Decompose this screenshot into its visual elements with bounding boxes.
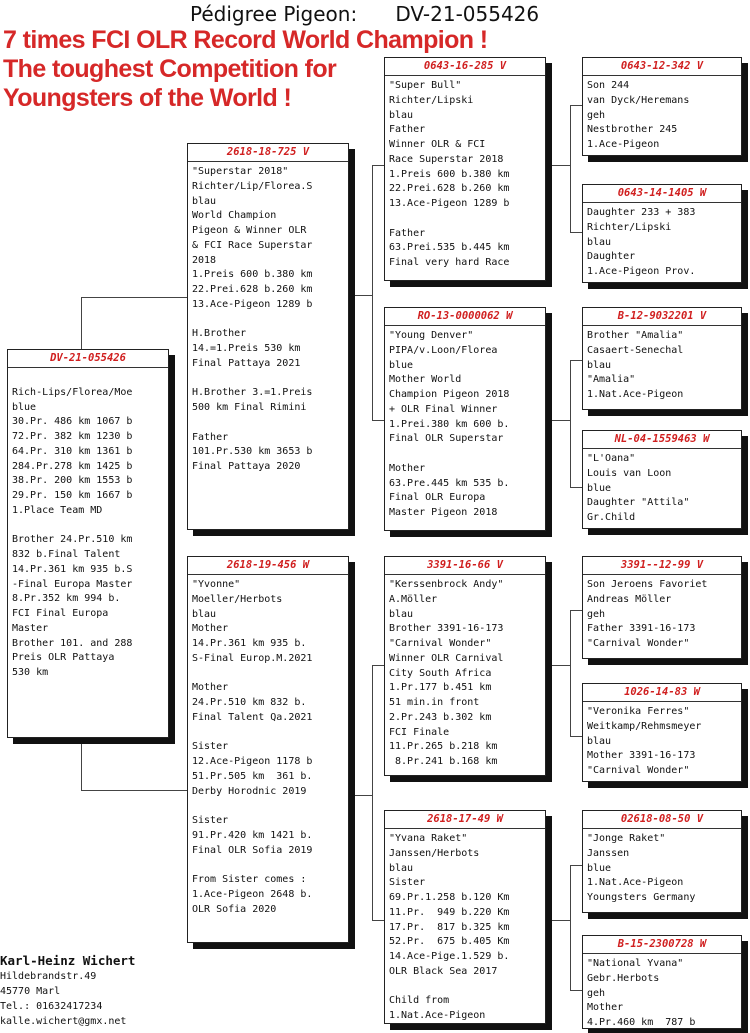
detail-line: "Jonge Raket" xyxy=(587,833,666,844)
connector-line xyxy=(546,665,570,666)
fm-father-card xyxy=(582,307,742,410)
connector-line xyxy=(570,487,582,488)
connector-line xyxy=(348,295,372,296)
detail-line: Sister xyxy=(192,815,229,826)
detail-line: geh xyxy=(587,987,606,999)
detail-line: "Carnival Wonder" xyxy=(587,638,690,649)
detail-line: 11.Pr.265 b.218 km xyxy=(389,741,498,753)
connector-line xyxy=(372,665,384,666)
connector-line xyxy=(372,165,373,420)
detail-line: Father xyxy=(192,431,229,443)
owner-street: Hildebrandstr.49 xyxy=(0,971,97,982)
detail-line: Gebr.Herbots xyxy=(587,972,660,984)
detail-line: 72.Pr. 382 km 1230 b xyxy=(12,431,133,442)
paternal-grandmother-ring-number: RO-13-0000062 W xyxy=(385,308,545,326)
detail-line: Father xyxy=(389,124,426,136)
detail-line: Final Talent Qa.2021 xyxy=(192,711,313,723)
detail-line: Master Pigeon 2018 xyxy=(389,507,498,518)
mm-mother-details xyxy=(583,954,741,1031)
ff-father-details xyxy=(583,76,741,153)
detail-line: 64.Pr. 310 km 1361 b xyxy=(12,445,133,457)
maternal-grandmother-details xyxy=(385,829,545,1024)
detail-line: FCI Finale xyxy=(389,726,450,738)
detail-line: "Yvana Raket" xyxy=(389,833,468,844)
mother-card xyxy=(187,556,349,943)
detail-line: geh xyxy=(587,109,606,121)
subject-card xyxy=(7,349,169,738)
detail-line: 63.Pre.445 km 535 b. xyxy=(389,477,510,489)
detail-line: 8.Pr.352 km 994 b. xyxy=(12,593,121,605)
maternal-grandmother-card xyxy=(384,810,546,1024)
connector-line xyxy=(81,738,82,790)
detail-line: Father 3391-16-173 xyxy=(587,623,696,635)
detail-line: "Carnival Wonder" xyxy=(587,765,690,776)
detail-line: Final Pattaya 2020 xyxy=(192,461,301,472)
connector-line xyxy=(348,795,372,796)
detail-line: "Amalia" xyxy=(587,374,636,386)
detail-line: 22.Prei.628 b.260 km xyxy=(192,284,313,295)
detail-line: Janssen/Herbots xyxy=(389,847,480,859)
ff-mother-card xyxy=(582,184,742,283)
slogan-line-3: Youngsters of the World ! xyxy=(3,84,292,112)
pedigree-title xyxy=(190,2,539,26)
detail-line: City South Africa xyxy=(389,667,492,679)
detail-line: 38.Pr. 200 km 1553 b xyxy=(12,475,133,487)
detail-line: blue xyxy=(389,359,414,371)
detail-line: Sister xyxy=(192,741,229,753)
detail-line xyxy=(12,519,165,534)
detail-line: + OLR Final Winner xyxy=(389,403,498,415)
detail-line: 24.Pr.510 km 832 b. xyxy=(192,697,307,708)
detail-line: Winner OLR Carnival xyxy=(389,652,504,664)
detail-line: Nestbrother 245 xyxy=(587,124,678,136)
paternal-grandfather-ring-number: 0643-16-285 V xyxy=(385,58,545,76)
mm-father-card xyxy=(582,810,742,913)
detail-line: Daughter xyxy=(587,251,636,263)
detail-line: 1.Nat.Ace-Pigeon xyxy=(389,1010,486,1021)
connector-line xyxy=(372,665,373,920)
detail-line: 29.Pr. 150 km 1667 b xyxy=(12,490,133,501)
detail-line: 2.Pr.243 b.302 km xyxy=(389,711,492,723)
connector-line xyxy=(546,920,570,921)
detail-line: blue xyxy=(12,401,37,413)
detail-line: Mother xyxy=(192,623,229,635)
detail-line: FCI Final Europa xyxy=(12,608,109,619)
detail-line: 1.Pr.177 b.451 km xyxy=(389,682,492,694)
detail-line: 14.Ace-Pige.1.529 b. xyxy=(389,951,510,962)
detail-line: Pigeon & Winner OLR xyxy=(192,225,307,236)
mf-mother-card xyxy=(582,683,742,782)
detail-line: Son Jeroens Favoriet xyxy=(587,579,708,590)
detail-line: Final OLR Superstar xyxy=(389,433,504,445)
connector-line xyxy=(372,920,384,921)
detail-line: Richter/Lipski xyxy=(587,221,672,233)
detail-line: "Veronika Ferres" xyxy=(587,706,690,717)
maternal-grandfather-details xyxy=(385,575,545,770)
detail-line: Mother 3391-16-173 xyxy=(587,750,696,762)
detail-line: 14.Pr.361 km 935 b.S xyxy=(12,563,133,575)
detail-line: blau xyxy=(389,862,414,874)
paternal-grandfather-details xyxy=(385,76,545,271)
maternal-grandmother-ring-number: 2618-17-49 W xyxy=(385,811,545,829)
mother-details xyxy=(188,575,348,917)
maternal-grandfather-ring-number: 3391-16-66 V xyxy=(385,557,545,575)
connector-line xyxy=(570,360,571,487)
detail-line: "National Yvana" xyxy=(587,958,684,969)
subject-details xyxy=(8,368,168,681)
fm-father-ring-number: B-12-9032201 V xyxy=(583,308,741,326)
owner-contact xyxy=(0,952,135,1029)
detail-line: "Kerssenbrock Andy" xyxy=(389,579,504,590)
detail-line: 1.Nat.Ace-Pigeon xyxy=(587,877,684,889)
detail-line: 11.Pr. 949 b.220 Km xyxy=(389,906,510,918)
detail-line: 1.Preis 600 b.380 km xyxy=(389,168,510,180)
mf-father-card xyxy=(582,556,742,659)
detail-line: Mother xyxy=(192,682,229,694)
detail-line: 69.Pr.1.258 b.120 Km xyxy=(389,892,510,903)
ff-mother-details xyxy=(583,203,741,280)
detail-line: Mother xyxy=(389,462,426,474)
detail-line: Brother 3391-16-173 xyxy=(389,623,504,635)
owner-phone: Tel.: 01632417234 xyxy=(0,1001,103,1012)
detail-line: H.Brother 3.=1.Preis xyxy=(192,387,313,399)
detail-line: Mother xyxy=(587,1002,624,1014)
connector-line xyxy=(546,165,570,166)
detail-line: Final Pattaya 2021 xyxy=(192,357,301,369)
detail-line: geh xyxy=(587,608,606,620)
detail-line: S-Final Europ.M.2021 xyxy=(192,652,313,664)
detail-line xyxy=(192,416,345,431)
detail-line: 51.Pr.505 km 361 b. xyxy=(192,770,313,782)
paternal-grandfather-card xyxy=(384,57,546,281)
detail-line: Moeller/Herbots xyxy=(192,593,283,605)
detail-line: Champion Pigeon 2018 xyxy=(389,389,510,400)
detail-line: OLR Sofia 2020 xyxy=(192,903,277,915)
pedigree-label: Pédigree Pigeon: xyxy=(190,2,358,26)
detail-line: Youngsters Germany xyxy=(587,892,696,903)
mm-father-ring-number: 02618-08-50 V xyxy=(583,811,741,829)
detail-line: 14.=1.Preis 530 km xyxy=(192,343,301,354)
detail-line: blau xyxy=(389,109,414,121)
detail-line: blau xyxy=(389,608,414,620)
detail-line: Race Superstar 2018 xyxy=(389,153,504,165)
fm-father-details xyxy=(583,326,741,403)
detail-line: Brother 24.Pr.510 km xyxy=(12,534,133,546)
connector-line xyxy=(372,165,384,166)
detail-line: Casaert-Senechal xyxy=(587,344,684,356)
detail-line: Final OLR Europa xyxy=(389,492,486,504)
detail-line: 52.Pr. 675 b.405 Km xyxy=(389,936,510,948)
mf-mother-details xyxy=(583,702,741,779)
paternal-grandmother-card xyxy=(384,307,546,531)
owner-name: Karl-Heinz Wichert xyxy=(0,953,136,968)
detail-line: Daughter "Attila" xyxy=(587,497,690,509)
connector-line xyxy=(81,297,187,298)
fm-mother-ring-number: NL-04-1559463 W xyxy=(583,431,741,449)
connector-line xyxy=(570,232,582,233)
connector-line xyxy=(570,105,571,232)
detail-line xyxy=(192,667,345,682)
detail-line xyxy=(192,372,345,387)
detail-line: & FCI Race Superstar xyxy=(192,239,313,251)
detail-line: 22.Prei.628 b.260 km xyxy=(389,183,510,195)
detail-line: 8.Pr.241 b.168 km xyxy=(389,756,498,767)
mf-father-details xyxy=(583,575,741,652)
detail-line: -Final Europa Master xyxy=(12,578,133,590)
detail-line: blau xyxy=(192,195,217,207)
detail-line: 101.Pr.530 km 3653 b xyxy=(192,446,313,458)
detail-line: Brother "Amalia" xyxy=(587,330,684,341)
detail-line: Louis van Loon xyxy=(587,467,672,479)
father-ring-number: 2618-18-725 V xyxy=(188,144,348,162)
detail-line: blue xyxy=(587,482,612,494)
father-details xyxy=(188,162,348,475)
detail-line: 1.Prei.380 km 600 b. xyxy=(389,418,510,430)
detail-line: 13.Ace-Pigeon 1289 b xyxy=(389,198,510,209)
detail-line: 530 km xyxy=(12,667,49,678)
detail-line: "L'Oana" xyxy=(587,453,636,464)
detail-line: "Superstar 2018" xyxy=(192,166,289,177)
detail-line: 4.Pr.460 km 787 b xyxy=(587,1017,696,1028)
detail-line: 1.Place Team MD xyxy=(12,504,103,516)
ff-father-card xyxy=(582,57,742,156)
detail-line: A.Möller xyxy=(389,593,438,605)
detail-line: "Yvonne" xyxy=(192,579,241,590)
detail-line: Child from xyxy=(389,995,450,1007)
detail-line xyxy=(389,212,542,227)
detail-line: blau xyxy=(192,608,217,620)
ring-number: DV-21-055426 xyxy=(395,2,540,26)
connector-line xyxy=(570,865,571,990)
detail-line: 284.Pr.278 km 1425 b xyxy=(12,460,133,472)
mf-father-ring-number: 3391--12-99 V xyxy=(583,557,741,575)
connector-line xyxy=(570,105,582,106)
detail-line: World Champion xyxy=(192,210,277,222)
detail-line: Brother 101. and 288 xyxy=(12,637,133,649)
detail-line: From Sister comes : xyxy=(192,874,307,885)
detail-line: "Young Denver" xyxy=(389,330,474,341)
detail-line: 63.Prei.535 b.445 km xyxy=(389,242,510,254)
detail-line xyxy=(12,371,165,386)
detail-line xyxy=(192,726,345,741)
detail-line xyxy=(192,858,345,873)
mm-father-details xyxy=(583,829,741,906)
detail-line: 14.Pr.361 km 935 b. xyxy=(192,638,307,649)
detail-line: Winner OLR & FCI xyxy=(389,139,486,150)
detail-line: Father xyxy=(389,227,426,239)
detail-line: Mother World xyxy=(389,374,462,386)
detail-line: 1.Ace-Pigeon 2648 b. xyxy=(192,888,313,900)
detail-line: "Carnival Wonder" xyxy=(389,638,492,649)
detail-line: Son 244 xyxy=(587,80,630,91)
slogan-line-1: 7 times FCI OLR Record World Champion ! xyxy=(3,26,488,54)
connector-line xyxy=(372,420,384,421)
owner-city: 45770 Marl xyxy=(0,986,61,997)
detail-line: Daughter 233 + 383 xyxy=(587,207,696,218)
detail-line xyxy=(389,447,542,462)
connector-line xyxy=(546,420,570,421)
detail-line: blau xyxy=(587,735,612,747)
detail-line: 30.Pr. 486 km 1067 b xyxy=(12,416,133,428)
detail-line: Master xyxy=(12,622,49,634)
detail-line: 1.Nat.Ace-Pigeon xyxy=(587,389,684,400)
detail-line xyxy=(192,313,345,328)
detail-line: 832 b.Final Talent xyxy=(12,549,121,560)
detail-line: Gr.Child xyxy=(587,512,636,523)
mm-mother-ring-number: B-15-2300728 W xyxy=(583,936,741,954)
detail-line: blau xyxy=(587,359,612,371)
detail-line: Final OLR Sofia 2019 xyxy=(192,844,313,856)
detail-line: 12.Ace-Pigeon 1178 b xyxy=(192,756,313,767)
detail-line: Final very hard Race xyxy=(389,257,510,268)
detail-line: 1.Preis 600 b.380 km xyxy=(192,269,313,281)
detail-line: Derby Horodnic 2019 xyxy=(192,785,307,797)
detail-line: blau xyxy=(587,236,612,248)
father-card xyxy=(187,143,349,530)
detail-line xyxy=(192,799,345,814)
owner-email[interactable]: kalle.wichert@gmx.net xyxy=(0,1016,127,1027)
ff-father-ring-number: 0643-12-342 V xyxy=(583,58,741,76)
detail-line: Richter/Lipski xyxy=(389,94,474,106)
detail-line: blue xyxy=(587,862,612,874)
detail-line: "Super Bull" xyxy=(389,80,462,91)
detail-line: Weitkamp/Rehmsmeyer xyxy=(587,720,702,732)
connector-line xyxy=(81,297,82,349)
subject-ring-number: DV-21-055426 xyxy=(8,350,168,368)
mf-mother-ring-number: 1026-14-83 W xyxy=(583,684,741,702)
connector-line xyxy=(570,865,582,866)
detail-line: 51 min.in front xyxy=(389,697,480,708)
slogan-line-2: The toughest Competition for xyxy=(3,55,337,83)
detail-line xyxy=(389,980,542,995)
ff-mother-ring-number: 0643-14-1405 W xyxy=(583,185,741,203)
connector-line xyxy=(570,990,582,991)
detail-line: Janssen xyxy=(587,847,630,859)
connector-line xyxy=(570,360,582,361)
detail-line: Rich-Lips/Florea/Moe xyxy=(12,386,133,398)
detail-line: Andreas Möller xyxy=(587,593,672,605)
detail-line: 91.Pr.420 km 1421 b. xyxy=(192,829,313,841)
detail-line: 1.Ace-Pigeon xyxy=(587,139,660,150)
detail-line: 17.Pr. 817 b.325 km xyxy=(389,921,510,933)
detail-line: 2018 xyxy=(192,254,217,266)
maternal-grandfather-card xyxy=(384,556,546,776)
detail-line: H.Brother xyxy=(192,328,247,340)
connector-line xyxy=(570,610,571,736)
detail-line: Preis OLR Pattaya xyxy=(12,652,115,664)
detail-line: 500 km Final Rimini xyxy=(192,402,307,413)
mm-mother-card xyxy=(582,935,742,1029)
detail-line: Richter/Lip/Florea.S xyxy=(192,180,313,192)
detail-line: OLR Black Sea 2017 xyxy=(389,965,498,977)
connector-line xyxy=(570,736,582,737)
connector-line xyxy=(570,610,582,611)
detail-line: Sister xyxy=(389,877,426,889)
detail-line: 1.Ace-Pigeon Prov. xyxy=(587,266,696,277)
fm-mother-details xyxy=(583,449,741,526)
detail-line: van Dyck/Heremans xyxy=(587,94,690,106)
detail-line: 13.Ace-Pigeon 1289 b xyxy=(192,298,313,310)
connector-line xyxy=(81,790,187,791)
fm-mother-card xyxy=(582,430,742,529)
paternal-grandmother-details xyxy=(385,326,545,521)
detail-line: PIPA/v.Loon/Florea xyxy=(389,344,498,356)
mother-ring-number: 2618-19-456 W xyxy=(188,557,348,575)
